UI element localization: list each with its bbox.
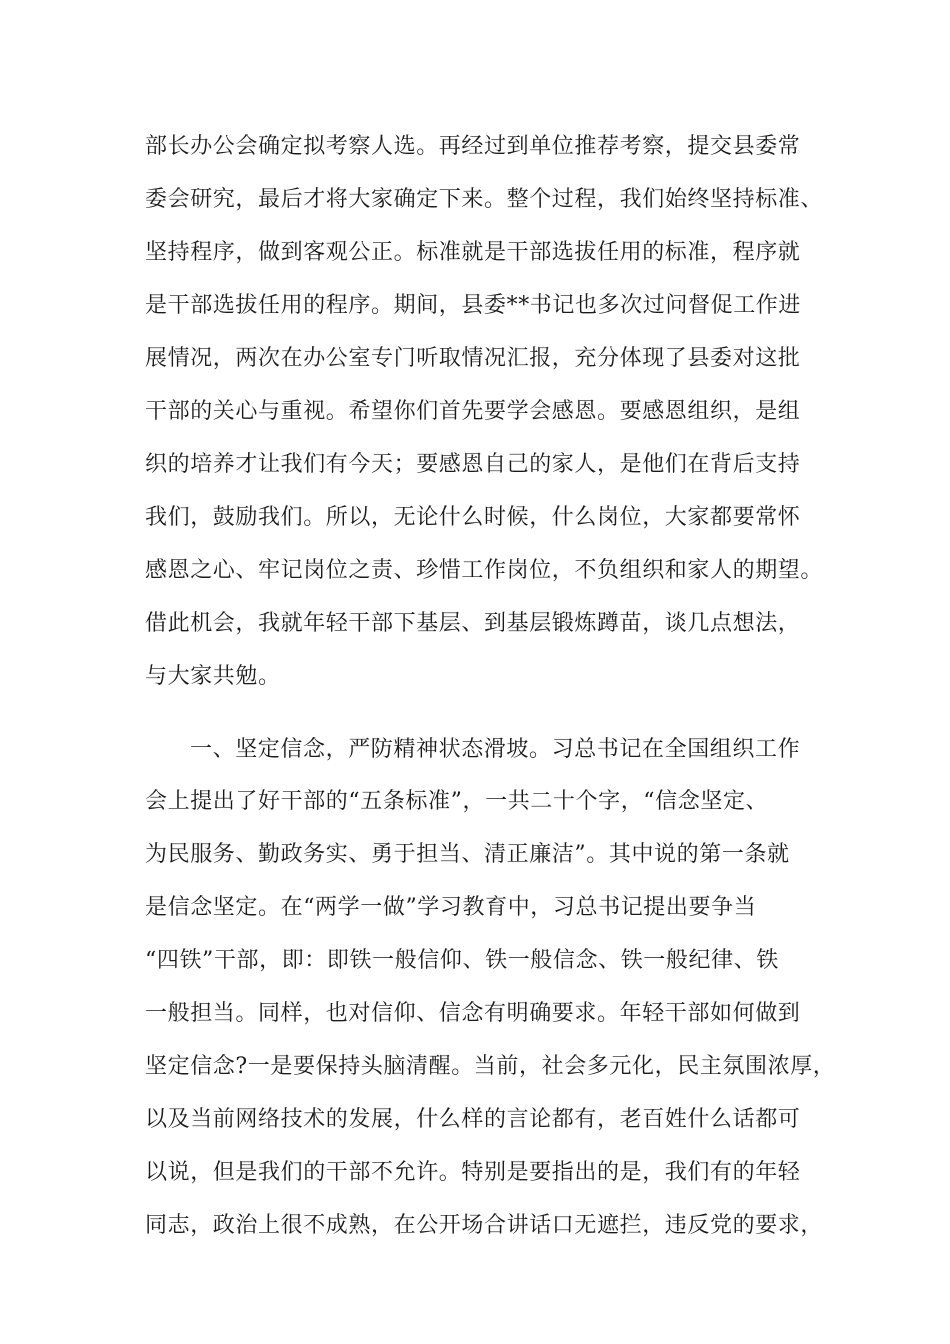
text-line: 展情况，两次在办公室专门听取情况汇报，充分体现了县委对这批	[145, 346, 801, 371]
text-line: 借此机会，我就年轻干部下基层、到基层锻炼蹲苗，谈几点想法，	[145, 611, 801, 636]
text-line: 我们，鼓励我们。所以，无论什么时候，什么岗位，大家都要常怀	[145, 505, 801, 530]
text-line: 会上提出了好干部的“五条标准”，一共二十个字，“信念坚定、	[145, 789, 769, 814]
text-line: 与大家共勉。	[145, 664, 281, 689]
text-line: 干部的关心与重视。希望你们首先要学会感恩。要感恩组织，是组	[145, 399, 801, 424]
text-line: 是干部选拔任用的程序。期间，县委**书记也多次过问督促工作进	[145, 293, 802, 318]
text-line: 委会研究，最后才将大家确定下来。整个过程，我们始终坚持标准、	[145, 187, 824, 212]
text-line: 以及当前网络技术的发展，什么样的言论都有，老百姓什么话都可	[145, 1107, 801, 1132]
text-line: 坚持程序，做到客观公正。标准就是干部选拔任用的标准，程序就	[145, 240, 801, 265]
text-line: 部长办公会确定拟考察人选。再经过到单位推荐考察，提交县委常	[145, 134, 801, 159]
text-line: 同志，政治上很不成熟，在公开场合讲话口无遮拦，违反党的要求，	[145, 1213, 824, 1238]
text-line: 感恩之心、牢记岗位之责、珍惜工作岗位，不负组织和家人的期望。	[145, 558, 824, 583]
text-line: 是信念坚定。在“两学一做”学习教育中，习总书记提出要争当	[145, 895, 757, 920]
text-line: “四铁”干部，即：即铁一般信仰、铁一般信念、铁一般纪律、铁	[145, 948, 779, 973]
heading-line: 一、坚定信念，严防精神状态滑坡。习总书记在全国组织工作	[190, 737, 801, 762]
text-line: 一般担当。同样，也对信仰、信念有明确要求。年轻干部如何做到	[145, 1001, 801, 1026]
text-line: 为民服务、勤政务实、勇于担当、清正廉洁”。其中说的第一条就	[145, 842, 790, 867]
text-line: 织的培养才让我们有今天；要感恩自己的家人，是他们在背后支持	[145, 452, 801, 477]
text-line: 以说，但是我们的干部不允许。特别是要指出的是，我们有的年轻	[145, 1160, 801, 1185]
text-line: 坚定信念?一是要保持头脑清醒。当前，社会多元化，民主氛围浓厚，	[145, 1054, 836, 1079]
